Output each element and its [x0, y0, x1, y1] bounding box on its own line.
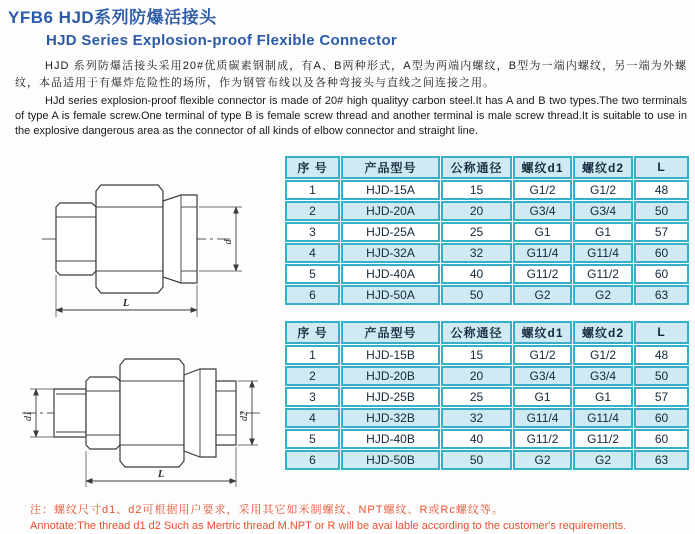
- table-cell: 1: [285, 180, 340, 200]
- column-header: 产品型号: [341, 321, 440, 344]
- table-row: [285, 450, 689, 470]
- technical-drawings: [0, 155, 284, 493]
- drawing-type-a: [34, 159, 264, 325]
- table-cell: 15: [441, 180, 512, 200]
- table-cell: 20: [441, 201, 512, 221]
- table-cell: G1/2: [513, 180, 572, 200]
- table-row: [285, 264, 689, 284]
- column-header: 螺纹d2: [573, 156, 633, 179]
- table-cell: HJD-32B: [341, 408, 440, 428]
- table-cell: HJD-32A: [341, 243, 440, 263]
- table-cell: G11/2: [513, 264, 572, 284]
- table-cell: 15: [441, 345, 512, 365]
- column-header: 螺纹d1: [513, 156, 572, 179]
- table-cell: 60: [634, 243, 689, 263]
- table-cell: 6: [285, 450, 340, 470]
- note-zh: 注：螺纹尺寸d1、d2可根据用户要求，采用其它如米制螺纹、NPT螺纹、R或Rc螺纹等。: [30, 503, 504, 516]
- table-cell: 60: [634, 429, 689, 449]
- table-cell: 50: [634, 366, 689, 386]
- table-row: [285, 429, 689, 449]
- table-cell: 4: [285, 408, 340, 428]
- table-cell: 2: [285, 201, 340, 221]
- table-row: [285, 222, 689, 242]
- left-hex-nut: [56, 203, 96, 275]
- spec-table-type-a: [284, 155, 690, 306]
- table-cell: G1: [513, 387, 572, 407]
- table-row: [285, 285, 689, 305]
- page-title: YFB6 HJD系列防爆活接头: [8, 8, 217, 27]
- table-cell: 20: [441, 366, 512, 386]
- table-cell: G11/2: [573, 264, 633, 284]
- table-cell: G1: [513, 222, 572, 242]
- table-cell: G3/4: [513, 201, 572, 221]
- column-header: 螺纹d2: [573, 321, 633, 344]
- table-cell: 40: [441, 264, 512, 284]
- table-cell: 25: [441, 222, 512, 242]
- table-cell: G1/2: [573, 180, 633, 200]
- table-cell: G2: [513, 285, 572, 305]
- header-row: [285, 321, 689, 344]
- table-cell: G1: [573, 222, 633, 242]
- table-cell: 50: [441, 450, 512, 470]
- male-thread-stub: [54, 389, 86, 437]
- table-cell: 3: [285, 222, 340, 242]
- table-cell: HJD-50B: [341, 450, 440, 470]
- left-hex-nut: [86, 377, 120, 449]
- footnotes: [30, 503, 687, 534]
- table-cell: G11/2: [573, 429, 633, 449]
- center-hex-body: [96, 185, 163, 293]
- table-cell: HJD-20B: [341, 366, 440, 386]
- drawing-type-b: [16, 335, 266, 493]
- table-cell: 5: [285, 429, 340, 449]
- column-header: L: [634, 321, 689, 344]
- center-hex-body: [120, 359, 184, 467]
- column-header: 序 号: [285, 321, 340, 344]
- table-cell: 6: [285, 285, 340, 305]
- table-cell: G3/4: [513, 366, 572, 386]
- table-cell: HJD-25A: [341, 222, 440, 242]
- table-cell: G11/4: [513, 408, 572, 428]
- table-cell: HJD-40B: [341, 429, 440, 449]
- table-cell: 63: [634, 285, 689, 305]
- table-cell: HJD-50A: [341, 285, 440, 305]
- table-row: [285, 180, 689, 200]
- table-cell: HJD-25B: [341, 387, 440, 407]
- table-cell: 2: [285, 366, 340, 386]
- table-cell: 3: [285, 387, 340, 407]
- table-row: [285, 201, 689, 221]
- table-cell: HJD-20A: [341, 201, 440, 221]
- table-cell: 32: [441, 408, 512, 428]
- table-cell: G2: [513, 450, 572, 470]
- table-cell: G11/4: [513, 243, 572, 263]
- content-area: [0, 155, 695, 493]
- dimension-label-d1: d1: [23, 410, 34, 421]
- table-cell: G11/4: [573, 243, 633, 263]
- description-en: HJd series explosion-proof flexible connector is made of 20# high qualityy carbon steel.It has A and B two types.The two terminals of type A is female screw.One terminal of type B is female screw thread and another terminal is male screw thread.It is suitable to use in the explosive dangerous area as the connector of all kinds of elbow connector and straight line.: [15, 95, 687, 137]
- column-header: 螺纹d1: [513, 321, 572, 344]
- table-cell: 60: [634, 264, 689, 284]
- column-header: 产品型号: [341, 156, 440, 179]
- table-cell: 32: [441, 243, 512, 263]
- table-cell: G11/4: [573, 408, 633, 428]
- table-cell: G2: [573, 450, 633, 470]
- description-zh: HJD 系列防爆活接头采用20#优质碳素钢制成，有A、B两种形式，A型为两端内螺纹，B型为一端内螺纹，另一端为外螺纹，本品适用于有爆炸危险性的场所，作为钢管布线以及各种弯接头与直线之间连接之用。: [15, 60, 687, 89]
- table-cell: 40: [441, 429, 512, 449]
- dimension-label-d: d: [223, 239, 234, 245]
- table-cell: G2: [573, 285, 633, 305]
- column-header: 序 号: [285, 156, 340, 179]
- dimension-label-l: L: [122, 297, 130, 309]
- table-row: [285, 345, 689, 365]
- spec-table-type-b: [284, 320, 690, 471]
- spec-tables: [284, 155, 690, 493]
- table-cell: HJD-40A: [341, 264, 440, 284]
- table-cell: 63: [634, 450, 689, 470]
- table-cell: G1: [573, 387, 633, 407]
- right-collar: [163, 195, 197, 283]
- header-row: [285, 156, 689, 179]
- note-en: Annotate:The thread d1 d2 Such as Mertric thread M.NPT or R will be avai lable according to the customer's requirements.: [30, 520, 627, 533]
- table-cell: G1/2: [573, 345, 633, 365]
- table-row: [285, 408, 689, 428]
- table-cell: 50: [634, 201, 689, 221]
- table-cell: 60: [634, 408, 689, 428]
- table-row: [285, 243, 689, 263]
- table-cell: G3/4: [573, 201, 633, 221]
- table-row: [285, 366, 689, 386]
- table-cell: G1/2: [513, 345, 572, 365]
- table-cell: 4: [285, 243, 340, 263]
- table-cell: 57: [634, 387, 689, 407]
- table-cell: 5: [285, 264, 340, 284]
- dimension-label-d2: d2: [239, 410, 250, 421]
- table-cell: 50: [441, 285, 512, 305]
- table-cell: G3/4: [573, 366, 633, 386]
- table-cell: 57: [634, 222, 689, 242]
- column-header: L: [634, 156, 689, 179]
- table-cell: G11/2: [513, 429, 572, 449]
- column-header: 公称通径: [441, 156, 512, 179]
- table-cell: 1: [285, 345, 340, 365]
- page-subtitle: HJD Series Explosion-proof Flexible Connector: [46, 32, 398, 49]
- table-cell: 25: [441, 387, 512, 407]
- table-cell: HJD-15B: [341, 345, 440, 365]
- table-cell: HJD-15A: [341, 180, 440, 200]
- dimension-label-l: L: [157, 468, 165, 480]
- table-row: [285, 387, 689, 407]
- column-header: 公称通径: [441, 321, 512, 344]
- table-cell: 48: [634, 345, 689, 365]
- table-cell: 48: [634, 180, 689, 200]
